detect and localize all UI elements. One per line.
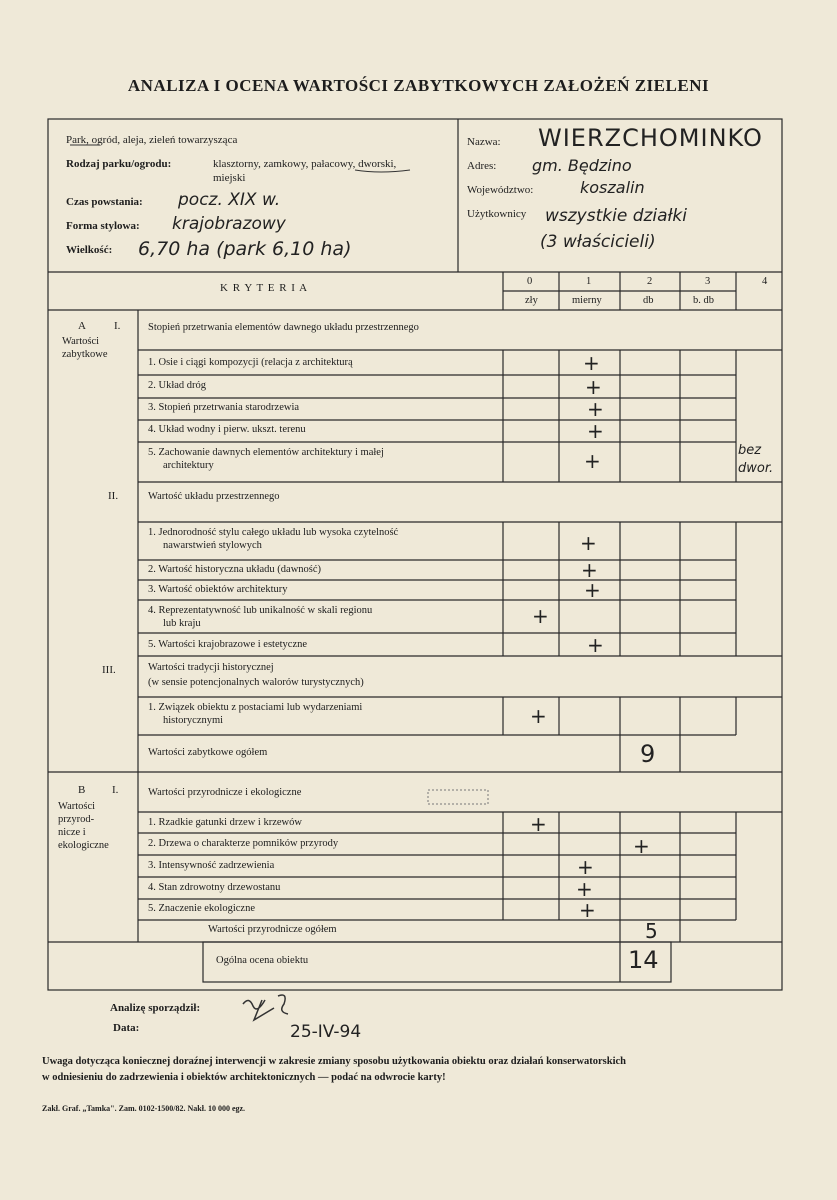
section-b-letter: B: [78, 784, 86, 796]
g1-row-5: 5. Zachowanie dawnych elementów architektury i małej: [148, 447, 384, 458]
mark-b-4: +: [576, 877, 593, 901]
g3-title-1: Wartości tradycji historycznej: [148, 662, 274, 673]
mark-a1-1: +: [583, 351, 600, 375]
col-3-name: b. db: [693, 295, 714, 306]
g3-row-1: 1. Związek obiektu z postaciami lub wydarzeniami: [148, 702, 363, 713]
section-a-label-1: Wartości: [62, 336, 100, 347]
uzytkownicy-value-2: (3 właścicieli): [540, 232, 656, 252]
b-title: Wartości przyrodnicze i ekologiczne: [148, 787, 302, 798]
g1-row-2: 2. Układ dróg: [148, 380, 207, 391]
g2-row-1b: nawarstwień stylowych: [163, 540, 262, 551]
mark-a2-1: +: [580, 531, 597, 555]
uzytkownicy-label: Użytkownicy: [467, 208, 527, 220]
g1-row-5b: architektury: [163, 460, 214, 471]
section-b-label-1: Wartości: [58, 801, 96, 812]
mark-b-3: +: [577, 855, 594, 879]
analiza-label: Analizę sporządził:: [110, 1002, 201, 1014]
rodzaj-options: klasztorny, zamkowy, pałacowy, dworski,: [213, 158, 397, 170]
czas-label: Czas powstania:: [66, 196, 143, 208]
b-row-1: 1. Rzadkie gatunki drzew i krzewów: [148, 817, 302, 828]
total-b-label: Wartości przyrodnicze ogółem: [208, 924, 337, 935]
mark-b-1: +: [530, 812, 547, 836]
overall-label: Ogólna ocena obiektu: [216, 955, 309, 966]
section-a-iii: III.: [102, 664, 116, 676]
section-a-ii: II.: [108, 490, 119, 502]
uwaga-line-1: Uwaga dotycząca koniecznej doraźnej interwencji w zakresie zmiany sposobu użytkowania obiektu oraz działań konserwatorskich: [42, 1056, 626, 1067]
czas-value: pocz. XIX w.: [178, 190, 281, 210]
section-b-label-2: przyrod-: [58, 814, 95, 825]
section-b-label-4: ekologiczne: [58, 840, 109, 851]
mark-a1-5: +: [584, 449, 601, 473]
section-a-letter: A: [78, 320, 86, 332]
b-row-3: 3. Intensywność zadrzewienia: [148, 860, 275, 871]
mark-b-2: +: [633, 834, 650, 858]
section-b-roman: I.: [112, 784, 119, 796]
col-2-num: 2: [647, 276, 653, 287]
rodzaj-options-2: miejski: [213, 172, 246, 184]
adres-value: gm. Będzino: [532, 156, 632, 175]
b-row-5: 5. Znaczenie ekologiczne: [148, 903, 255, 914]
nazwa-label: Nazwa:: [467, 136, 501, 148]
mark-a2-2: +: [581, 558, 598, 582]
g2-title: Wartość układu przestrzennego: [148, 491, 280, 502]
g1-row-4: 4. Układ wodny i pierw. ukszt. terenu: [148, 424, 306, 435]
total-a-label: Wartości zabytkowe ogółem: [148, 747, 268, 758]
kryteria-heading: K R Y T E R I A: [220, 282, 309, 294]
g1-title: Stopień przetrwania elementów dawnego układu przestrzennego: [148, 322, 419, 333]
g1-row-3: 3. Stopień przetrwania starodrzewia: [148, 402, 300, 413]
mark-a3-1: +: [530, 704, 547, 728]
note-col4: bez dwor.: [738, 443, 774, 476]
g1-row-1: 1. Osie i ciągi kompozycji (relacja z architekturą: [148, 357, 353, 368]
col-4-num: 4: [762, 276, 768, 287]
section-a-roman: I.: [114, 320, 121, 332]
printer-note: Zakł. Graf. „Tamka". Zam. 0102-1500/82. Nakł. 10 000 egz.: [42, 1104, 246, 1113]
nazwa-value: WIERZCHOMINKO: [538, 124, 763, 152]
section-a-label-2: zabytkowe: [62, 349, 108, 360]
data-label: Data:: [113, 1022, 140, 1034]
park-type-label: Park, ogród, aleja, zieleń towarzysząca: [66, 134, 238, 146]
section-b-label-3: nicze i: [58, 827, 86, 838]
page-title: ANALIZA I OCENA WARTOŚCI ZABYTKOWYCH ZAŁOŻEŃ ZIELENI: [127, 76, 710, 95]
mark-a1-3: +: [587, 397, 604, 421]
g2-row-5: 5. Wartości krajobrazowe i estetyczne: [148, 639, 308, 650]
mark-a2-4: +: [532, 604, 549, 628]
total-b-value: 5: [645, 919, 658, 943]
b-row-2: 2. Drzewa o charakterze pomników przyrody: [148, 838, 339, 849]
g2-row-4b: lub kraju: [163, 618, 201, 629]
mark-a2-5: +: [587, 633, 604, 657]
wielkosc-label: Wielkość:: [66, 244, 113, 256]
mark-a2-3: +: [584, 578, 601, 602]
g3-title-2: (w sensie potencjonalnych walorów turystycznych): [148, 677, 364, 688]
rodzaj-label: Rodzaj parku/ogrodu:: [66, 158, 172, 170]
mark-a1-4: +: [587, 419, 604, 443]
total-a-value: 9: [640, 740, 656, 768]
b-row-4: 4. Stan zdrowotny drzewostanu: [148, 882, 281, 893]
data-value: 25-IV-94: [290, 1022, 362, 1042]
col-0-name: zły: [525, 295, 538, 306]
col-1-name: mierny: [572, 295, 602, 306]
col-3-num: 3: [705, 276, 711, 287]
adres-label: Adres:: [467, 160, 497, 172]
forma-value: krajobrazowy: [172, 214, 286, 234]
overall-value: 14: [628, 946, 659, 974]
mark-b-5: +: [579, 898, 596, 922]
g2-row-1: 1. Jednorodność stylu całego układu lub wysoka czytelność: [148, 527, 399, 538]
wojewodztwo-value: koszalin: [580, 178, 645, 197]
col-1-num: 1: [586, 276, 592, 287]
g3-row-1b: historycznymi: [163, 715, 224, 726]
mark-a1-2: +: [585, 375, 602, 399]
col-2-name: db: [643, 295, 654, 306]
uzytkownicy-value: wszystkie działki: [545, 206, 688, 226]
g2-row-2: 2. Wartość historyczna układu (dawność): [148, 564, 322, 575]
forma-label: Forma stylowa:: [66, 220, 140, 232]
wielkosc-value: 6,70 ha (park 6,10 ha): [138, 238, 352, 260]
col-0-num: 0: [527, 276, 533, 287]
wojewodztwo-label: Województwo:: [467, 184, 534, 196]
g2-row-4: 4. Reprezentatywność lub unikalność w skali regionu: [148, 605, 373, 616]
g2-row-3: 3. Wartość obiektów architektury: [148, 584, 288, 595]
uwaga-line-2: w odniesieniu do zadrzewienia i obiektów architektonicznych — podać na odwrocie karty!: [42, 1072, 446, 1083]
